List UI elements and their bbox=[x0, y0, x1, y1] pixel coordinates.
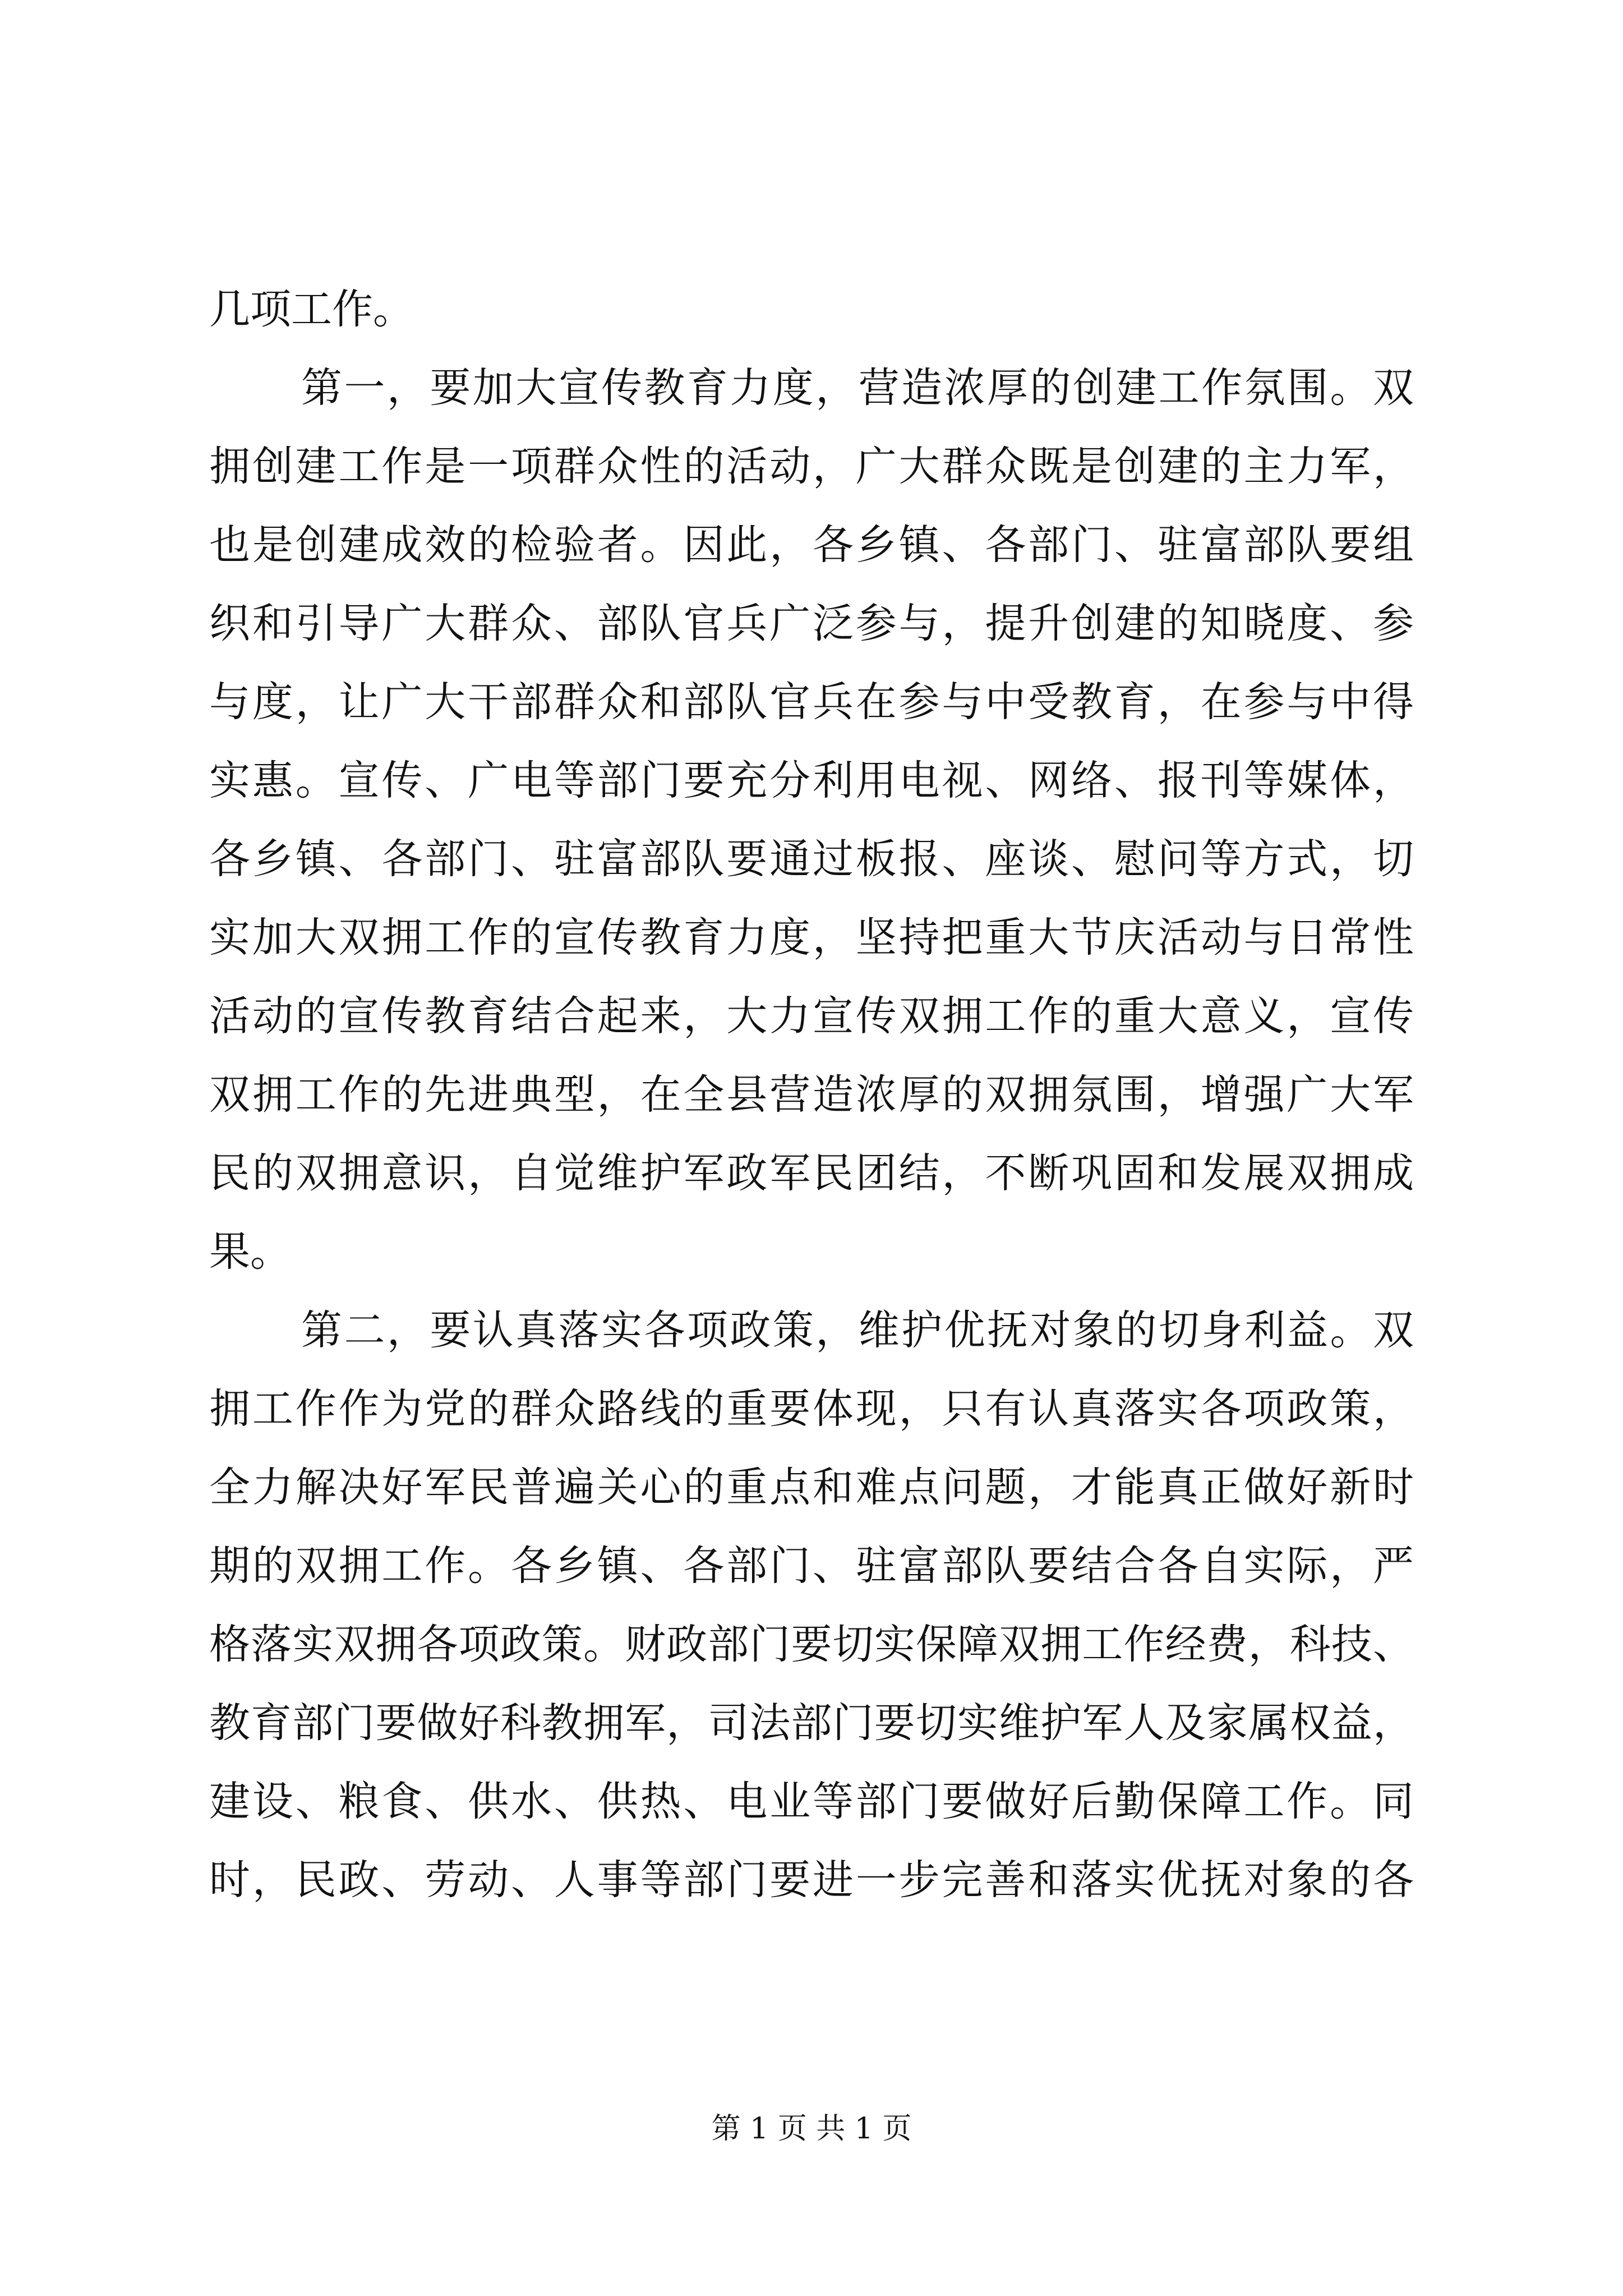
text-line: 全力解决好军民普遍关心的重点和难点问题，才能真正做好新时 bbox=[209, 1464, 1414, 1511]
text-line: 格落实双拥各项政策。财政部门要切实保障双拥工作经费，科技、 bbox=[209, 1621, 1414, 1668]
text-line: 建设、粮食、供水、供热、电业等部门要做好后勤保障工作。同 bbox=[209, 1778, 1414, 1825]
text-line: 时，民政、劳动、人事等部门要进一步完善和落实优抚对象的各 bbox=[209, 1856, 1414, 1904]
text-line: 实惠。宣传、广电等部门要充分利用电视、网络、报刊等媒体， bbox=[209, 757, 1414, 804]
document-body bbox=[209, 270, 1414, 1920]
text-line: 拥创建工作是一项群众性的活动，广大群众既是创建的主力军， bbox=[209, 443, 1414, 490]
text-line: 果。 bbox=[209, 1228, 291, 1276]
text-line: 拥工作作为党的群众路线的重要体现，只有认真落实各项政策， bbox=[209, 1385, 1414, 1433]
text-line: 实加大双拥工作的宣传教育力度，坚持把重大节庆活动与日常性 bbox=[209, 914, 1414, 961]
page-number-label: 第 1 页 共 1 页 bbox=[711, 2112, 912, 2146]
text-line: 几项工作。 bbox=[209, 286, 414, 333]
text-line: 期的双拥工作。各乡镇、各部门、驻富部队要结合各自实际，严 bbox=[209, 1542, 1414, 1590]
text-line: 民的双拥意识，自觉维护军政军民团结，不断巩固和发展双拥成 bbox=[209, 1149, 1414, 1197]
page-footer bbox=[0, 2109, 1623, 2148]
paragraph-first-line: 第一，要加大宣传教育力度，营造浓厚的创建工作氛围。双 bbox=[301, 364, 1414, 412]
text-line: 双拥工作的先进典型，在全县营造浓厚的双拥氛围，增强广大军 bbox=[209, 1071, 1414, 1119]
text-line: 活动的宣传教育结合起来，大力宣传双拥工作的重大意义，宣传 bbox=[209, 992, 1414, 1040]
text-line: 各乡镇、各部门、驻富部队要通过板报、座谈、慰问等方式，切 bbox=[209, 835, 1414, 883]
text-line: 与度，让广大干部群众和部队官兵在参与中受教育，在参与中得 bbox=[209, 678, 1414, 726]
text-line: 也是创建成效的检验者。因此，各乡镇、各部门、驻富部队要组 bbox=[209, 521, 1414, 569]
text-line: 织和引导广大群众、部队官兵广泛参与，提升创建的知晓度、参 bbox=[209, 600, 1414, 647]
text-line: 教育部门要做好科教拥军，司法部门要切实维护军人及家属权益， bbox=[209, 1699, 1414, 1747]
paragraph-first-line: 第二，要认真落实各项政策，维护优抚对象的切身利益。双 bbox=[301, 1306, 1414, 1354]
